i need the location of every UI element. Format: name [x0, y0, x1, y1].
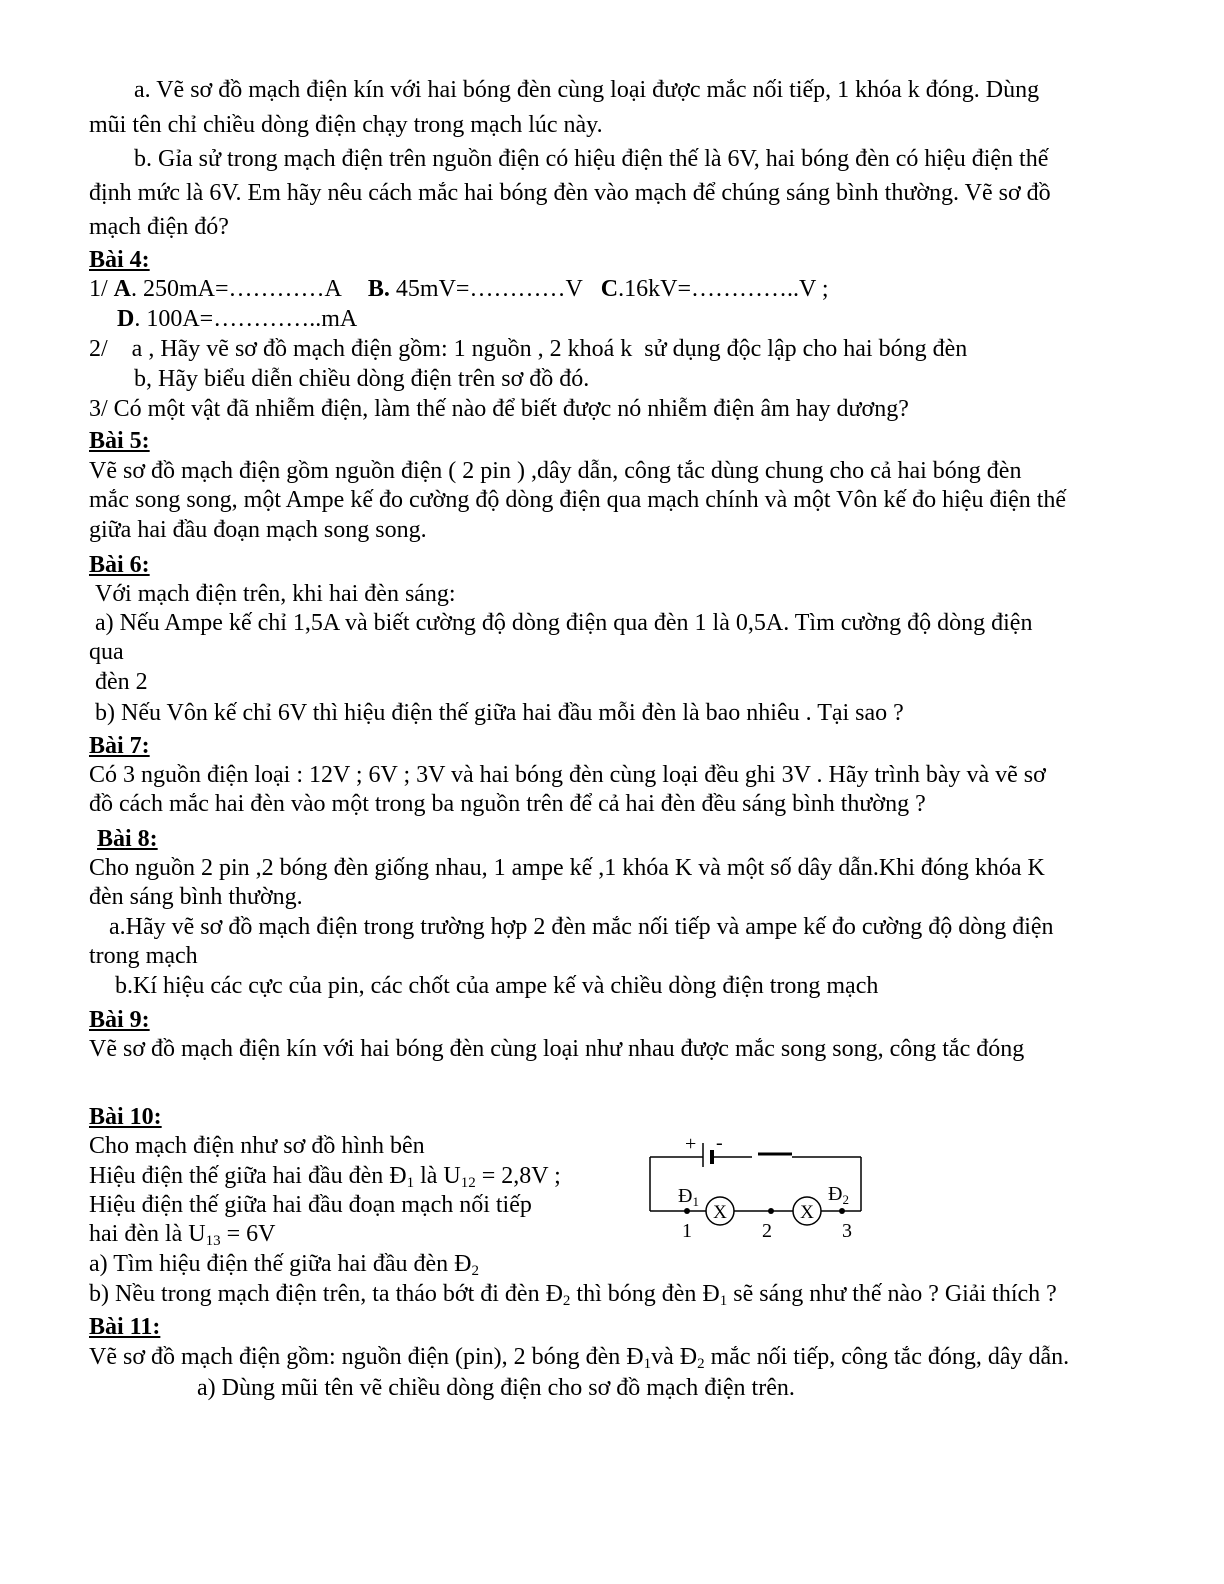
bai10-l4-post: = 6V: [220, 1221, 276, 1247]
bai10-l5-pre: a) Tìm hiệu điện thế giữa hai đầu đèn Đ: [89, 1251, 472, 1277]
bai10-l5: [89, 1250, 479, 1278]
bai11-l1-sub2: 2: [697, 1356, 705, 1372]
bai6-title: Bài 6:: [89, 552, 150, 578]
bai4-q2-a: 2/ a , Hãy vẽ sơ đồ mạch điện gồm: 1 nguồn , 2 khoá k sử dụng độc lập cho hai bóng đèn: [89, 336, 968, 362]
bai10-l6-pre: b) Nều trong mạch điện trên, ta tháo bớt đi đèn Đ: [89, 1281, 563, 1307]
bai6-l5: b) Nếu Vôn kế chỉ 6V thì hiệu điện thế giữa hai đầu mỗi đèn là bao nhiêu . Tại sao ?: [95, 700, 904, 726]
bai6-l3: qua: [89, 639, 124, 665]
bai10-title: Bài 10:: [89, 1104, 162, 1130]
lamp-2-label: [828, 1183, 849, 1207]
bai4-q1-d-label: D: [117, 306, 135, 332]
bai5-l1: Vẽ sơ đồ mạch điện gồm nguồn điện ( 2 pin ) ,dây dẫn, công tắc dùng chung cho cả hai bóng đèn: [89, 458, 1022, 484]
bai5-l3: giữa hai đầu đoạn mạch song song.: [89, 517, 427, 543]
circuit-diagram: [640, 1130, 880, 1250]
node-1-label: 1: [682, 1220, 692, 1242]
bai10-l6: [89, 1280, 1057, 1308]
lamp-1-label-sub: 1: [692, 1194, 699, 1209]
top-a-line1: a. Vẽ sơ đồ mạch điện kín với hai bóng đèn cùng loại được mắc nối tiếp, 1 khóa k đóng. Dùng: [134, 77, 1040, 103]
bai4-q1-c-label: C: [600, 276, 619, 302]
bai5-title: Bài 5:: [89, 428, 150, 454]
bai10-l2-post: = 2,8V ;: [475, 1163, 561, 1189]
bai4-q1: [89, 275, 829, 303]
bai10-l6-mid: thì bóng đèn Đ: [570, 1281, 720, 1307]
node-2-label: 2: [762, 1220, 772, 1242]
node-2-dot: [768, 1208, 774, 1214]
battery-minus-label: -: [716, 1132, 723, 1154]
node-3-label: 3: [842, 1220, 852, 1242]
bai11-l1-sub: 1: [643, 1356, 652, 1372]
bai10-l2-pre: Hiệu điện thế giữa hai đầu đèn Đ: [89, 1163, 407, 1189]
bai9-l1: Vẽ sơ đồ mạch điện kín với hai bóng đèn cùng loại như nhau được mắc song song, công tắc đóng: [89, 1036, 1025, 1062]
lamp-2-label-main: Đ: [828, 1183, 843, 1205]
bai11-l1-post: mắc nối tiếp, công tắc đóng, dây dẫn.: [704, 1344, 1070, 1370]
bai10-l1: Cho mạch điện như sơ đồ hình bên: [89, 1133, 425, 1159]
bai6-l4: đèn 2: [95, 669, 148, 695]
bai7-title: Bài 7:: [89, 733, 150, 759]
lamp-2-symbol: X: [800, 1202, 814, 1223]
battery-plus-label: +: [685, 1133, 697, 1155]
bai4-title: Bài 4:: [89, 247, 150, 273]
top-b-line2: định mức là 6V. Em hãy nêu cách mắc hai bóng đèn vào mạch để chúng sáng bình thường. Vẽ sơ đồ: [89, 180, 1051, 206]
bai10-l6-sub: 2: [562, 1293, 571, 1309]
bai11-l1-mid: và Đ: [651, 1344, 698, 1370]
bai8-l3: a.Hãy vẽ sơ đồ mạch điện trong trường hợp 2 đèn mắc nối tiếp và ampe kế đo cường độ dòng điện: [109, 914, 1054, 940]
bai10-l4-sub: 13: [205, 1233, 221, 1249]
bai8-l5: b.Kí hiệu các cực của pin, các chốt của ampe kế và chiều dòng điện trong mạch: [115, 973, 879, 999]
bai4-q3: 3/ Có một vật đã nhiễm điện, làm thế nào để biết được nó nhiễm điện âm hay dương?: [89, 396, 909, 422]
bai8-title: Bài 8:: [97, 826, 158, 852]
bai7-l1: Có 3 nguồn điện loại : 12V ; 6V ; 3V và hai bóng đèn cùng loại đều ghi 3V . Hãy trình bày và vẽ sơ: [89, 762, 1046, 788]
bai10-l3: Hiệu điện thế giữa hai đầu đoạn mạch nối tiếp: [89, 1192, 532, 1218]
bai7-l2: đồ cách mắc hai đèn vào một trong ba nguồn trên để cả hai đèn đều sáng bình thường ?: [89, 791, 926, 817]
bai11-l2: a) Dùng mũi tên vẽ chiều dòng điện cho sơ đồ mạch điện trên.: [197, 1375, 795, 1401]
bai10-l2-sub: 1: [406, 1175, 415, 1191]
lamp-2-label-sub: 2: [842, 1192, 849, 1207]
bai4-q1-a: . 250mA=…………A: [131, 276, 342, 302]
bai4-q1-d: [117, 305, 357, 333]
lamp-1-label-main: Đ: [678, 1185, 693, 1207]
bai10-l2-sub2: 12: [460, 1175, 476, 1191]
bai11-title: Bài 11:: [89, 1314, 161, 1340]
bai5-l2: mắc song song, một Ampe kế đo cường độ dòng điện qua mạch chính và một Vôn kế đo hiệu điện thế: [89, 487, 1067, 513]
bai4-q1-c: .16kV=…………..V ;: [618, 276, 829, 302]
lamp-1-symbol: X: [713, 1202, 727, 1223]
lamp-1-label: [678, 1185, 699, 1209]
bai11-l1-pre: Vẽ sơ đồ mạch điện gồm: nguồn điện (pin), 2 bóng đèn Đ: [89, 1344, 644, 1370]
bai4-q1-b: 45mV=…………V: [389, 276, 583, 302]
bai6-l2: a) Nếu Ampe kế chỉ 1,5A và biết cường độ dòng điện qua đèn 1 là 0,5A. Tìm cường độ dòng điện: [95, 610, 1033, 636]
bai8-l4: trong mạch: [89, 943, 198, 969]
bai4-q1-a-label: A: [113, 276, 132, 302]
bai10-l4-pre: hai đèn là U: [89, 1221, 206, 1247]
node-3-dot: [839, 1208, 845, 1214]
bai4-q1-d-text: . 100A=…………..mA: [134, 306, 358, 332]
top-a-line2: mũi tên chỉ chiều dòng điện chạy trong mạch lúc này.: [89, 112, 603, 138]
bai10-l2: [89, 1162, 561, 1190]
bai10-l2-mid: là U: [414, 1163, 461, 1189]
bai6-l1: Với mạch điện trên, khi hai đèn sáng:: [95, 581, 456, 607]
node-1-dot: [684, 1208, 690, 1214]
bai10-l4: [89, 1220, 276, 1248]
bai4-q2-b: b, Hãy biểu diễn chiều dòng điện trên sơ đồ đó.: [134, 366, 590, 392]
top-b-line3: mạch điện đó?: [89, 214, 229, 240]
bai4-q1-b-label: B.: [367, 276, 390, 302]
bai10-l5-sub: 2: [471, 1263, 479, 1279]
bai4-q1-prefix: 1/: [89, 276, 114, 302]
bai8-l2: đèn sáng bình thường.: [89, 884, 303, 910]
bai10-l6-post: sẽ sáng như thế nào ? Giải thích ?: [727, 1281, 1057, 1307]
bai8-l1: Cho nguồn 2 pin ,2 bóng đèn giống nhau, 1 ampe kế ,1 khóa K và một số dây dẫn.Khi đóng khóa K: [89, 855, 1045, 881]
bai11-l1: [89, 1343, 1069, 1371]
top-b-line1: b. Gỉa sử trong mạch điện trên nguồn điện có hiệu điện thế là 6V, hai bóng đèn có hiệu điện thế: [134, 146, 1049, 172]
bai9-title: Bài 9:: [89, 1007, 150, 1033]
bai10-l6-sub2: 1: [719, 1293, 728, 1309]
